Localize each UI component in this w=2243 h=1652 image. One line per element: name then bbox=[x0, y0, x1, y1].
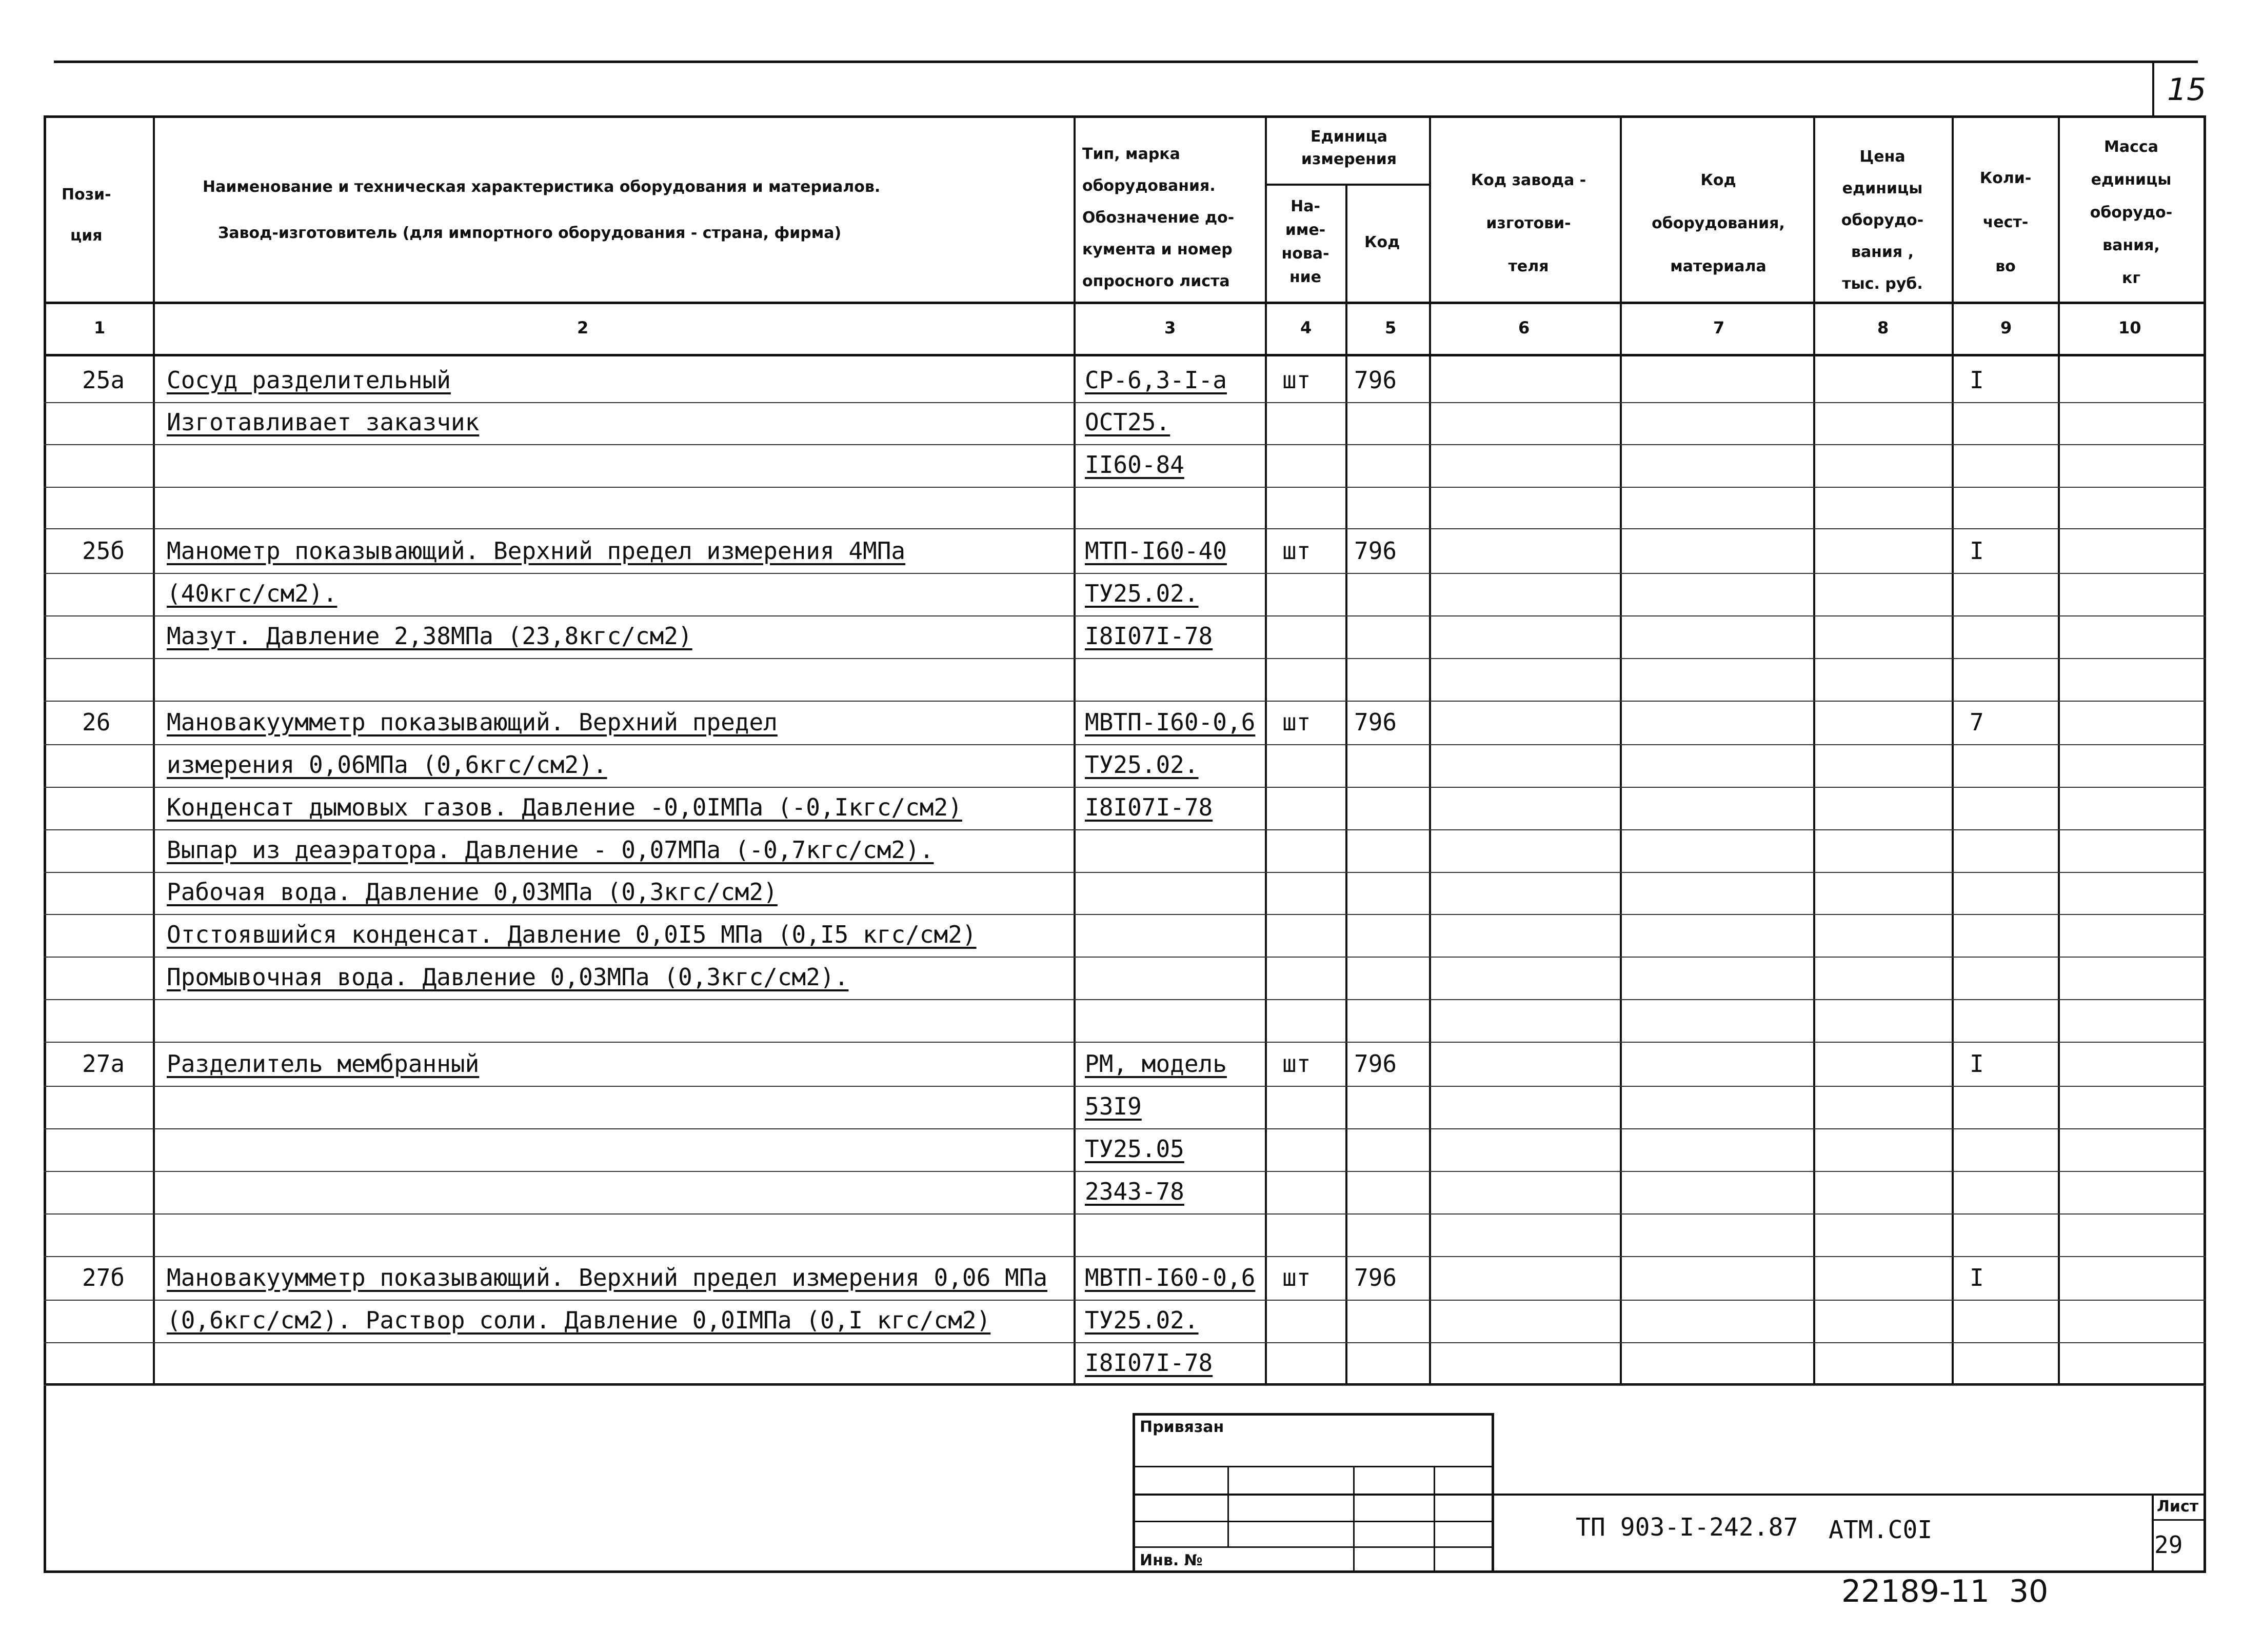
row-separator bbox=[44, 1256, 2206, 1257]
cell-name: измерения 0,06МПа (0,6кгс/см2). bbox=[167, 751, 607, 779]
cell-position: 25а bbox=[82, 366, 125, 394]
corner-mark-divider bbox=[2152, 62, 2154, 118]
document-code: ТП 903-I-242.87 bbox=[1576, 1513, 1798, 1542]
sheet-box-left bbox=[2152, 1494, 2154, 1572]
cell-type: РМ, модель bbox=[1085, 1050, 1227, 1078]
cell-name: Разделитель мембранный bbox=[167, 1050, 480, 1078]
col-number-5: 5 bbox=[1385, 318, 1397, 337]
cell-position: 27а bbox=[82, 1050, 125, 1078]
cell-type: МТП-I60-40 bbox=[1085, 537, 1227, 565]
header-equipment-code: Код оборудования, материала bbox=[1652, 171, 1785, 275]
cell-type: I8I07I-78 bbox=[1085, 622, 1213, 650]
stamp-col-3 bbox=[1434, 1466, 1435, 1572]
cell-type: ТУ25.02. bbox=[1085, 580, 1199, 607]
cell-name: Манометр показывающий. Верхний предел измерения 4МПа bbox=[167, 537, 906, 565]
page-bottom-border bbox=[44, 1570, 2206, 1573]
col-number-8: 8 bbox=[1877, 318, 1889, 337]
cell-name: Отстоявшийся конденсат. Давление 0,0I5 МПа (0,I5 кгс/см2) bbox=[167, 921, 977, 948]
stamp-line-3 bbox=[1133, 1521, 1493, 1522]
header-unit-group: Единица измерения bbox=[1301, 128, 1397, 168]
cell-type: МВТП-I60-0,6 bbox=[1085, 708, 1256, 736]
cell-unit-code: 796 bbox=[1354, 1264, 1397, 1291]
col-number-4: 4 bbox=[1300, 318, 1312, 337]
cell-name: Изготавливает заказчик bbox=[167, 408, 480, 436]
table-right-border bbox=[2204, 115, 2206, 1573]
cell-unit: шт bbox=[1282, 537, 1311, 565]
cell-type: СР-6,3-I-а bbox=[1085, 366, 1227, 394]
table-top-border bbox=[44, 115, 2206, 118]
stamp-col-2 bbox=[1353, 1466, 1355, 1572]
col-sep-2 bbox=[1074, 115, 1076, 1385]
row-separator bbox=[44, 1213, 2206, 1215]
header-position: Пози- ция bbox=[62, 186, 111, 245]
col-sep-8 bbox=[1952, 115, 1954, 1385]
handwritten-archive-number: 22189-11 30 bbox=[1841, 1574, 2049, 1609]
cell-name: Мановакуумметр показывающий. Верхний предел bbox=[167, 708, 778, 736]
row-separator bbox=[44, 528, 2206, 529]
row-separator bbox=[44, 829, 2206, 830]
col-number-6: 6 bbox=[1518, 318, 1530, 337]
col-sep-4 bbox=[1345, 185, 1347, 1385]
cell-position: 26 bbox=[82, 708, 111, 736]
cell-unit-code: 796 bbox=[1354, 1050, 1397, 1078]
col-number-10: 10 bbox=[2118, 318, 2141, 337]
cell-unit: шт bbox=[1282, 366, 1311, 394]
col-sep-5 bbox=[1429, 115, 1431, 1385]
header-quantity: Коли- чест- во bbox=[1979, 169, 2032, 275]
row-separator bbox=[44, 658, 2206, 659]
cell-unit: шт bbox=[1282, 1050, 1311, 1078]
col-number-9: 9 bbox=[2000, 318, 2012, 337]
row-separator bbox=[44, 573, 2206, 574]
header-unit-name: На- име- нова- ние bbox=[1281, 197, 1329, 286]
cell-name: (0,6кгс/см2). Раствор соли. Давление 0,0IМПа (0,I кгс/см2) bbox=[167, 1306, 991, 1334]
header-type: Тип, марка оборудования. Обозначение до- кумента и номер опросного листа bbox=[1082, 145, 1235, 290]
row-separator bbox=[44, 744, 2206, 745]
cell-name: Выпар из деаэратора. Давление - 0,07МПа (-0,7кгс/см2). bbox=[167, 836, 934, 864]
header-unit-code: Код bbox=[1364, 233, 1400, 251]
row-separator bbox=[44, 787, 2206, 788]
header-name: Наименование и техническая характеристика оборудования и материалов. Завод-изготовитель (для импортного оборудования - страна, фирма) bbox=[203, 178, 881, 242]
cell-position: 27б bbox=[82, 1264, 125, 1291]
cell-type: I8I07I-78 bbox=[1085, 793, 1213, 821]
stamp-right-border bbox=[1492, 1413, 1494, 1572]
cell-type: МВТП-I60-0,6 bbox=[1085, 1264, 1256, 1291]
sheet-box-divider bbox=[2152, 1519, 2206, 1521]
col-sep-1 bbox=[153, 115, 155, 1385]
cell-unit-code: 796 bbox=[1354, 366, 1397, 394]
sheet-number: 29 bbox=[2154, 1531, 2183, 1559]
cell-name: Рабочая вода. Давление 0,03МПа (0,3кгс/см2) bbox=[167, 878, 778, 906]
sheet-label: Лист bbox=[2157, 1498, 2199, 1516]
cell-name: (40кгс/см2). bbox=[167, 580, 338, 607]
row-separator bbox=[44, 1342, 2206, 1343]
col-sep-6 bbox=[1620, 115, 1622, 1385]
header-unit-price: Цена единицы оборудо- вания , тыс. руб. bbox=[1841, 148, 1924, 293]
row-separator bbox=[44, 615, 2206, 616]
row-separator bbox=[44, 402, 2206, 403]
row-separator bbox=[44, 914, 2206, 915]
row-separator bbox=[44, 487, 2206, 488]
col-number-3: 3 bbox=[1164, 318, 1176, 337]
col-sep-3 bbox=[1265, 115, 1267, 1385]
cell-name: Конденсат дымовых газов. Давление -0,0IМПа (-0,Iкгс/см2) bbox=[167, 793, 962, 821]
cell-quantity: I bbox=[1970, 366, 1984, 394]
header-bottom-border bbox=[44, 302, 2206, 304]
cell-type: ТУ25.05 bbox=[1085, 1135, 1184, 1163]
cell-position: 25б bbox=[82, 537, 125, 565]
cell-type: 2343-78 bbox=[1085, 1178, 1184, 1205]
col-number-2: 2 bbox=[577, 318, 589, 337]
cell-name: Промывочная вода. Давление 0,03МПа (0,3кгс/см2). bbox=[167, 963, 849, 991]
top-rule bbox=[54, 61, 2198, 63]
stamp-top-border bbox=[1133, 1413, 1493, 1416]
col-number-1: 1 bbox=[94, 318, 106, 337]
corner-mark: 15 bbox=[2167, 72, 2207, 108]
row-separator bbox=[44, 1128, 2206, 1129]
row-separator bbox=[44, 872, 2206, 873]
unit-group-divider bbox=[1265, 184, 1430, 186]
cell-quantity: I bbox=[1970, 1264, 1984, 1291]
cell-name: Сосуд разделительный bbox=[167, 366, 451, 394]
colnum-bottom-border bbox=[44, 354, 2206, 356]
cell-quantity: I bbox=[1970, 1050, 1984, 1078]
row-separator bbox=[44, 701, 2206, 702]
row-separator bbox=[44, 1171, 2206, 1172]
cell-type: ТУ25.02. bbox=[1085, 1306, 1199, 1334]
cell-unit: шт bbox=[1282, 708, 1311, 736]
cell-unit-code: 796 bbox=[1354, 708, 1397, 736]
row-separator bbox=[44, 999, 2206, 1000]
cell-quantity: I bbox=[1970, 537, 1984, 565]
cell-name: Мановакуумметр показывающий. Верхний предел измерения 0,06 МПа bbox=[167, 1264, 1048, 1291]
row-separator bbox=[44, 444, 2206, 445]
cell-quantity: 7 bbox=[1970, 708, 1984, 736]
header-unit-mass: Масса единицы оборудо- вания, кг bbox=[2090, 138, 2173, 287]
stamp-line-1 bbox=[1133, 1466, 1493, 1467]
cell-type: II60-84 bbox=[1085, 451, 1184, 479]
row-separator bbox=[44, 1042, 2206, 1043]
cell-unit-code: 796 bbox=[1354, 537, 1397, 565]
row-separator bbox=[44, 1300, 2206, 1301]
row-separator bbox=[44, 1385, 2206, 1386]
stamp-line-4 bbox=[1133, 1546, 1493, 1548]
cell-name: Мазут. Давление 2,38МПа (23,8кгс/см2) bbox=[167, 622, 692, 650]
stamp-col-1 bbox=[1227, 1466, 1229, 1548]
row-separator bbox=[44, 1086, 2206, 1087]
row-separator bbox=[44, 957, 2206, 958]
cell-type: ОСТ25. bbox=[1085, 408, 1170, 436]
stamp-line-2 bbox=[1133, 1494, 2206, 1496]
cell-type: 53I9 bbox=[1085, 1092, 1142, 1120]
cell-unit: шт bbox=[1282, 1264, 1311, 1291]
col-number-7: 7 bbox=[1713, 318, 1725, 337]
document-mark: АТМ.С0I bbox=[1829, 1516, 1933, 1544]
cell-type: I8I07I-78 bbox=[1085, 1349, 1213, 1377]
attached-label: Привязан bbox=[1140, 1418, 1224, 1436]
inventory-number-label: Инв. № bbox=[1140, 1551, 1203, 1569]
cell-type: ТУ25.02. bbox=[1085, 751, 1199, 779]
col-sep-7 bbox=[1813, 115, 1815, 1385]
table-left-border bbox=[44, 115, 46, 1573]
stamp-left-border bbox=[1133, 1413, 1135, 1572]
col-sep-9 bbox=[2058, 115, 2060, 1385]
header-factory-code: Код завода - изготови- теля bbox=[1471, 171, 1586, 275]
